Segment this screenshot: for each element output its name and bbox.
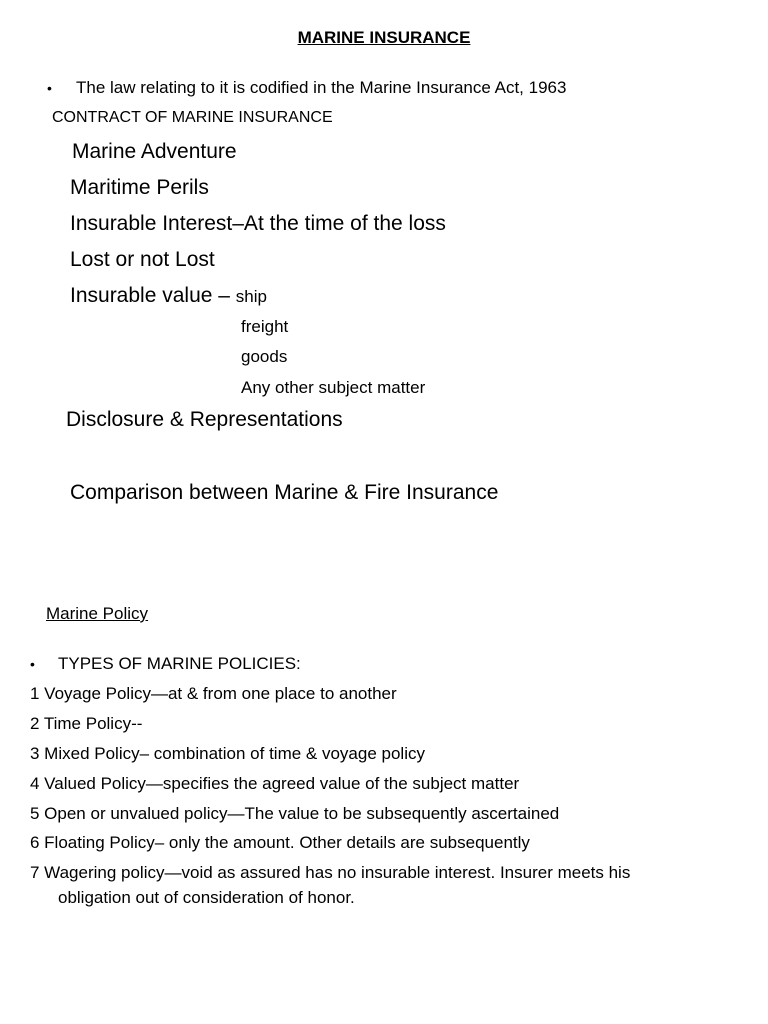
policy-type-open: 5 Open or unvalued policy—The value to be subsequently ascertained <box>30 804 560 823</box>
contract-item-marine-adventure: Marine Adventure <box>72 140 237 163</box>
bullet-marker: • <box>47 80 52 96</box>
policy-type-time: 2 Time Policy-- <box>30 714 143 733</box>
insurable-value-ship: ship <box>235 287 267 306</box>
contract-item-maritime-perils: Maritime Perils <box>70 176 209 199</box>
page-title: MARINE INSURANCE <box>297 28 471 47</box>
disclosure-heading: Disclosure & Representations <box>66 408 343 431</box>
bullet-marker: • <box>30 656 35 672</box>
intro-text: The law relating to it is codified in the Marine Insurance Act, 1963 <box>76 78 567 97</box>
policy-type-voyage: 1 Voyage Policy—at & from one place to another <box>30 684 397 703</box>
policy-type-wagering: 7 Wagering policy—void as assured has no insurable interest. Insurer meets his <box>30 863 631 882</box>
contract-item-insurable-value <box>70 285 267 306</box>
policy-type-valued: 4 Valued Policy—specifies the agreed value of the subject matter <box>30 774 520 793</box>
policy-type-mixed: 3 Mixed Policy– combination of time & voyage policy <box>30 744 425 763</box>
insurable-value-label: Insurable value – <box>70 284 236 307</box>
contract-item-insurable-interest: Insurable Interest–At the time of the loss <box>70 212 446 235</box>
marine-policy-heading: Marine Policy <box>46 604 149 623</box>
insurable-value-freight: freight <box>241 317 289 336</box>
contract-item-lost-or-not-lost: Lost or not Lost <box>70 248 215 271</box>
section-heading: CONTRACT OF MARINE INSURANCE <box>52 109 333 126</box>
comparison-heading: Comparison between Marine & Fire Insurance <box>70 481 499 504</box>
policy-type-wagering-continued: obligation out of consideration of honor. <box>58 888 355 907</box>
insurable-value-goods: goods <box>241 347 288 366</box>
types-heading: TYPES OF MARINE POLICIES: <box>58 654 301 673</box>
policy-type-floating: 6 Floating Policy– only the amount. Other details are subsequently <box>30 833 530 852</box>
insurable-value-other: Any other subject matter <box>241 378 426 397</box>
